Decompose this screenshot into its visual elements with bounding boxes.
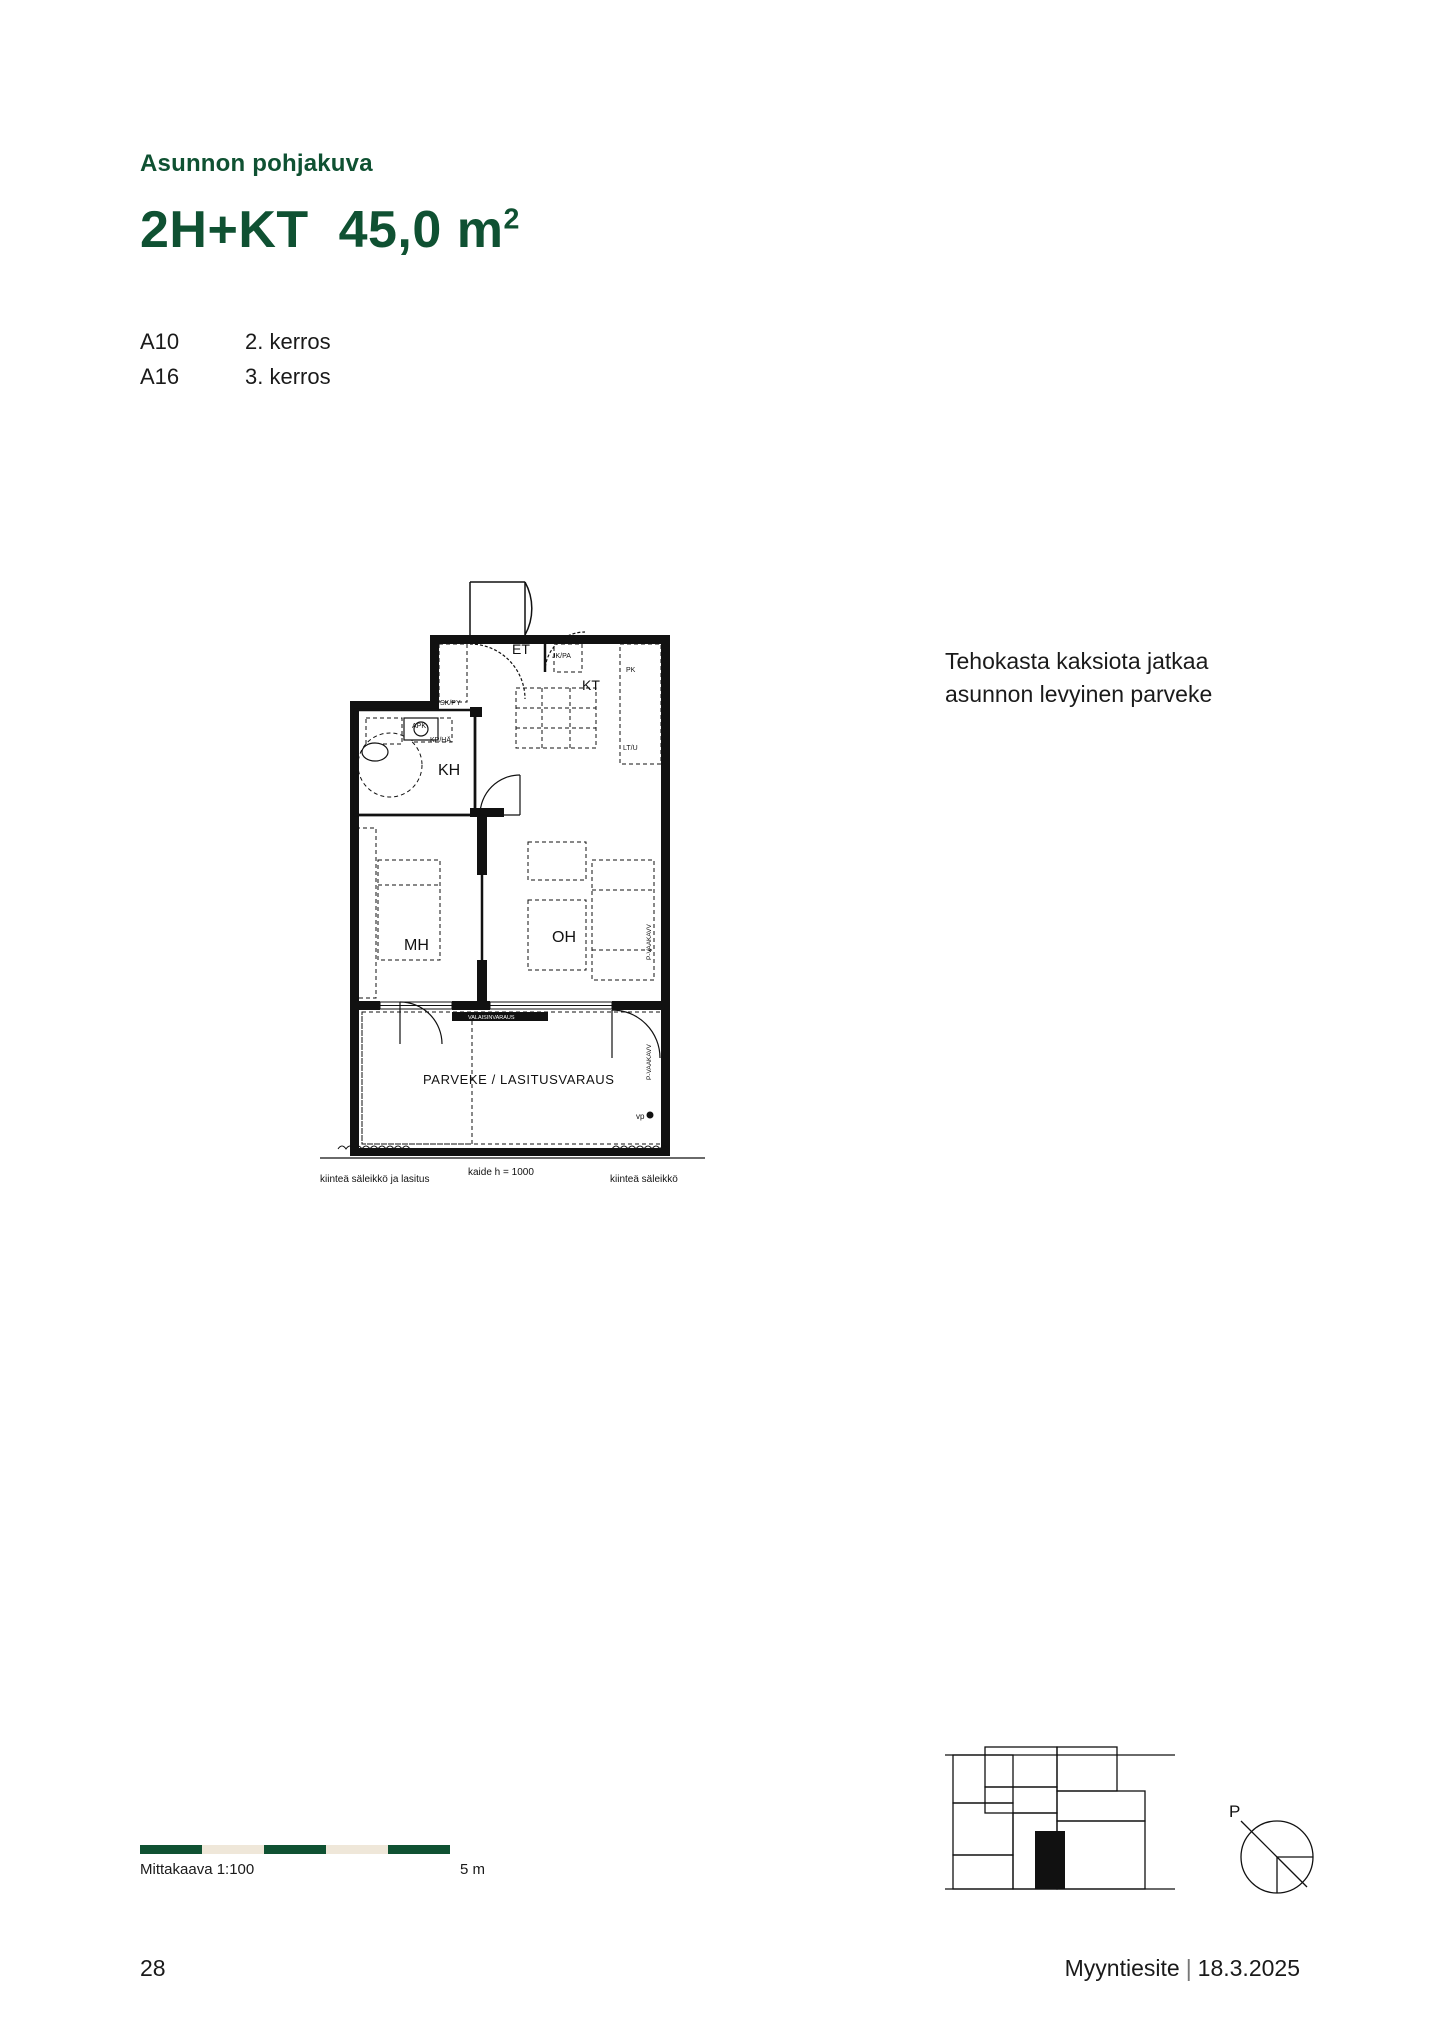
footer-separator: | (1185, 1955, 1192, 1981)
eyebrow-label: Asunnon pohjakuva (140, 150, 373, 177)
apartment-floor: 3. kerros (245, 363, 331, 389)
scale-bar-labels (140, 1861, 485, 1878)
room-label-balcony: PARVEKE / LASITUSVARAUS (423, 1072, 615, 1087)
page-number: 28 (140, 1955, 166, 1981)
scale-bar (140, 1845, 485, 1878)
scale-end-label: 5 m (459, 1861, 485, 1878)
annotation-valaisinvaraus: VALAISINVARAUS (468, 1015, 515, 1021)
floorplan-drawing (320, 560, 940, 1220)
area-unit-superscript: 2 (503, 203, 520, 236)
apartment-id: A16 (140, 363, 180, 389)
scale-segment (326, 1845, 388, 1854)
apartment-code-list (140, 325, 331, 395)
room-label-et: ET (512, 641, 530, 657)
scale-segment (202, 1845, 264, 1854)
scale-segment (264, 1845, 326, 1854)
page-header (140, 150, 520, 260)
room-label-mh: MH (404, 937, 429, 954)
footer-meta (1065, 1955, 1300, 1982)
footer-doc-label: Myyntiesite (1064, 1955, 1180, 1981)
scale-bar-segments (140, 1845, 450, 1854)
building-key-plan (945, 1745, 1175, 1905)
annotation-sk-py: SK/PY (440, 700, 461, 707)
list-item (140, 360, 331, 395)
apartment-id: A10 (140, 329, 180, 354)
apartment-type: 2H+KT (140, 201, 309, 259)
room-label-kt: KT (582, 677, 600, 693)
balcony-note-right: kiinteä säleikkö (610, 1174, 678, 1185)
annotation-vp: vp (636, 1112, 645, 1121)
key-plan-highlight (1035, 1831, 1065, 1889)
annotation-lt-u: LT/U (623, 745, 638, 752)
scale-label: Mittakaava 1:100 (140, 1861, 255, 1878)
balcony-note-center: kaide h = 1000 (468, 1167, 534, 1178)
footer-date: 18.3.2025 (1197, 1955, 1300, 1981)
scale-segment (388, 1845, 450, 1854)
room-label-oh: OH (552, 929, 576, 946)
apartment-floor: 2. kerros (245, 329, 331, 354)
page-title (140, 200, 520, 260)
scale-segment (140, 1845, 202, 1854)
list-item (140, 325, 331, 360)
annotation-p-vaakavv-2: P-VAAKAVV (646, 1044, 653, 1080)
compass-rose (1215, 1795, 1325, 1905)
annotation-jk-pa: JK/PA (552, 653, 571, 660)
annotation-apk: APK (412, 723, 427, 730)
annotation-kp-ha: KP/HÄ (430, 737, 452, 744)
floorplan (320, 560, 940, 1220)
compass-north-label: P (1229, 1802, 1241, 1821)
annotation-p-vaakavv-1: P-VAAKAVV (646, 924, 653, 960)
balcony-note-left: kiinteä säleikkö ja lasitus (320, 1174, 430, 1185)
apartment-area: 45,0 m (338, 201, 504, 259)
annotation-pk: PK (626, 667, 636, 674)
room-label-kh: KH (438, 762, 461, 779)
plan-caption: Tehokasta kaksiota jatkaa asunnon levyinen parveke (945, 648, 1213, 707)
